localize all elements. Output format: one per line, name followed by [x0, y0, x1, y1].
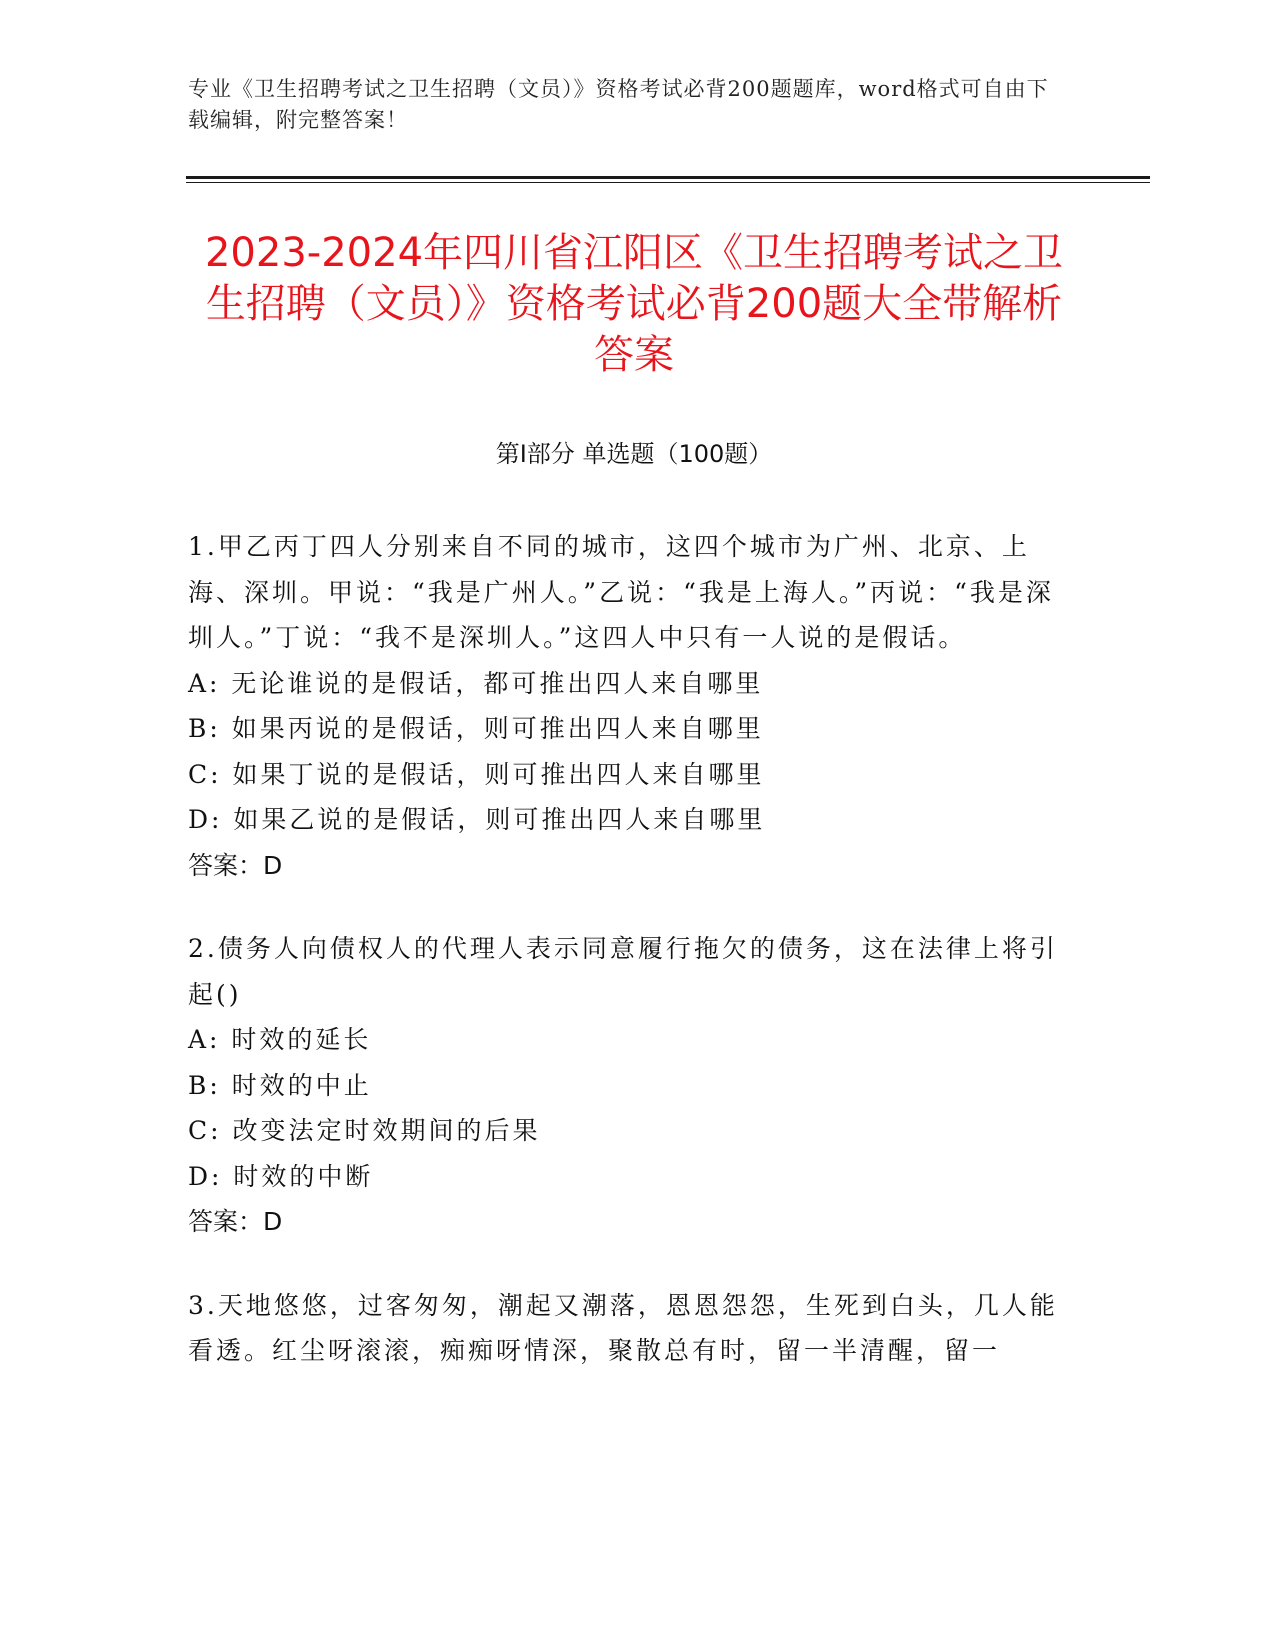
- question-list: [188, 524, 1068, 1412]
- header-divider-thin: [186, 182, 1150, 183]
- header-divider-thick: [186, 176, 1150, 179]
- option-c: C: 如果丁说的是假话，则可推出四人来自哪里: [188, 759, 765, 789]
- answer-line: 答案：D: [188, 1207, 283, 1236]
- question-1: [188, 524, 1068, 888]
- answer-line: 答案：D: [188, 850, 283, 880]
- question-stem: 3.天地悠悠，过客匆匆，潮起又潮落，恩恩怨怨，生死到白头，几人能看透。红尘呀滚滚，痴痴呀情深，聚散总有时，留一半清醒，留一: [188, 1290, 1058, 1365]
- option-d: D: 如果乙说的是假话，则可推出四人来自哪里: [188, 805, 766, 834]
- option-c: C: 改变法定时效期间的后果: [188, 1116, 541, 1145]
- option-a: A: 时效的延长: [188, 1025, 372, 1054]
- question-stem: 1.甲乙丙丁四人分别来自不同的城市，这四个城市为广州、北京、上海、深圳。甲说：“我是广州人。”乙说：“我是上海人。”丙说：“我是深圳人。”丁说：“我不是深圳人。”这四人中只有一人说的是假话。: [188, 532, 1054, 652]
- option-b: B: 时效的中止: [188, 1070, 372, 1100]
- section-title: 第I部分 单选题（100题）: [495, 440, 773, 468]
- question-3: [188, 1283, 1068, 1374]
- option-d: D: 时效的中断: [188, 1161, 374, 1191]
- option-a: A: 无论谁说的是假话，都可推出四人来自哪里: [188, 668, 764, 698]
- option-b: B: 如果丙说的是假话，则可推出四人来自哪里: [188, 714, 764, 743]
- question-2: [188, 926, 1068, 1245]
- question-stem: 2.债务人向债权人的代理人表示同意履行拖欠的债务，这在法律上将引起(): [188, 934, 1058, 1009]
- header-note: 专业《卫生招聘考试之卫生招聘（文员）》资格考试必背200题题库，word格式可自由下载编辑，附完整答案！: [188, 77, 1049, 132]
- document-title: 2023-2024年四川省江阳区《卫生招聘考试之卫生招聘（文员）》资格考试必背200题大全带解析答案: [204, 230, 1064, 378]
